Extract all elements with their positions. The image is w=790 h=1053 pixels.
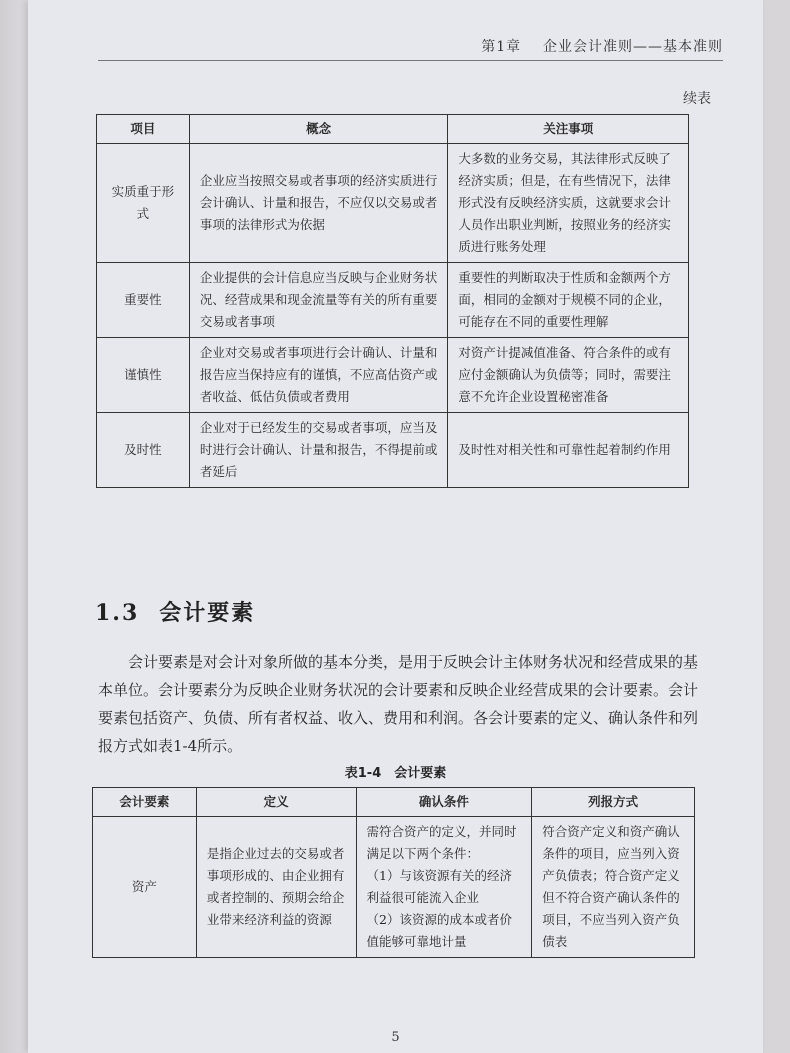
section-heading <box>95 596 255 627</box>
row-element: 资产 <box>93 817 197 958</box>
body-paragraph: 会计要素是对会计对象所做的基本分类，是用于反映会计主体财务状况和经营成果的基本单位。会计要素分为反映企业财务状况的会计要素和反映企业经营成果的会计要素。会计要素包括资产、负债、所有者权益、收入、费用和利润。各会计要素的定义、确认条件和列报方式如表1-4所示。 <box>98 653 699 755</box>
row-conditions <box>356 817 532 958</box>
row-notes: 及时性对相关性和可靠性起着制约作用 <box>448 413 689 488</box>
header-title: 企业会计准则——基本准则 <box>543 39 723 55</box>
running-header <box>481 36 723 56</box>
book-page <box>28 0 763 1053</box>
table-row <box>97 144 689 263</box>
page-number: 5 <box>391 1030 400 1045</box>
row-notes: 重要性的判断取决于性质和金额两个方面，相同的金额对于规模不同的企业，可能存在不同的重要性理解 <box>448 263 689 338</box>
section-number: 1.3 <box>95 600 140 626</box>
row-item: 实质重于形式 <box>97 144 190 263</box>
header-notes: 关注事项 <box>448 115 689 144</box>
header-conditions: 确认条件 <box>356 788 532 817</box>
row-concept: 企业提供的会计信息应当反映与企业财务状况、经营成果和现金流量等有关的所有重要交易或者事项 <box>189 263 448 338</box>
row-concept: 企业对于已经发生的交易或者事项，应当及时进行会计确认、计量和报告，不得提前或者延后 <box>189 413 448 488</box>
row-concept: 企业对交易或者事项进行会计确认、计量和报告应当保持应有的谨慎，不应高估资产或者收益、低估负债或者费用 <box>189 338 448 413</box>
table-caption: 表1-4 会计要素 <box>344 766 447 781</box>
principles-table <box>96 114 689 488</box>
row-item: 重要性 <box>97 263 190 338</box>
row-item: 及时性 <box>97 413 190 488</box>
section-title: 会计要素 <box>159 600 256 626</box>
header-definition: 定义 <box>196 788 356 817</box>
header-chapter: 第1章 <box>481 39 522 55</box>
row-item: 谨慎性 <box>97 338 190 413</box>
header-rule <box>98 60 723 61</box>
header-element: 会计要素 <box>93 788 197 817</box>
header-concept: 概念 <box>189 115 448 144</box>
accounting-elements-table <box>92 787 695 958</box>
header-presentation: 列报方式 <box>532 788 695 817</box>
table-header-row <box>97 115 689 144</box>
condition-line: 需符合资产的定义，并同时满足以下两个条件： <box>366 824 517 861</box>
condition-line: （1）与该资源有关的经济利益很可能流入企业 <box>366 868 513 905</box>
header-item: 项目 <box>97 115 190 144</box>
row-notes: 对资产计提减值准备、符合条件的或有应付金额确认为负债等；同时，需要注意不允许企业设置秘密准备 <box>448 338 689 413</box>
table-header-row <box>93 788 695 817</box>
book-spine-shadow <box>0 0 28 1053</box>
row-definition: 是指企业过去的交易或者事项形成的、由企业拥有或者控制的、预期会给企业带来经济利益的资源 <box>196 817 356 958</box>
row-presentation: 符合资产定义和资产确认条件的项目，应当列入资产负债表；符合资产定义但不符合资产确认条件的项目，不应当列入资产负债表 <box>532 817 695 958</box>
table-row <box>93 817 695 958</box>
table-row <box>97 413 689 488</box>
continued-label: 续表 <box>683 91 711 107</box>
table-row <box>97 338 689 413</box>
row-notes: 大多数的业务交易，其法律形式反映了经济实质；但是，在有些情况下，法律形式没有反映经济实质，这就要求会计人员作出职业判断，按照业务的经济实质进行账务处理 <box>448 144 689 263</box>
condition-line: （2）该资源的成本或者价值能够可靠地计量 <box>366 912 513 949</box>
table-row <box>97 263 689 338</box>
row-concept: 企业应当按照交易或者事项的经济实质进行会计确认、计量和报告，不应仅以交易或者事项的法律形式为依据 <box>189 144 448 263</box>
